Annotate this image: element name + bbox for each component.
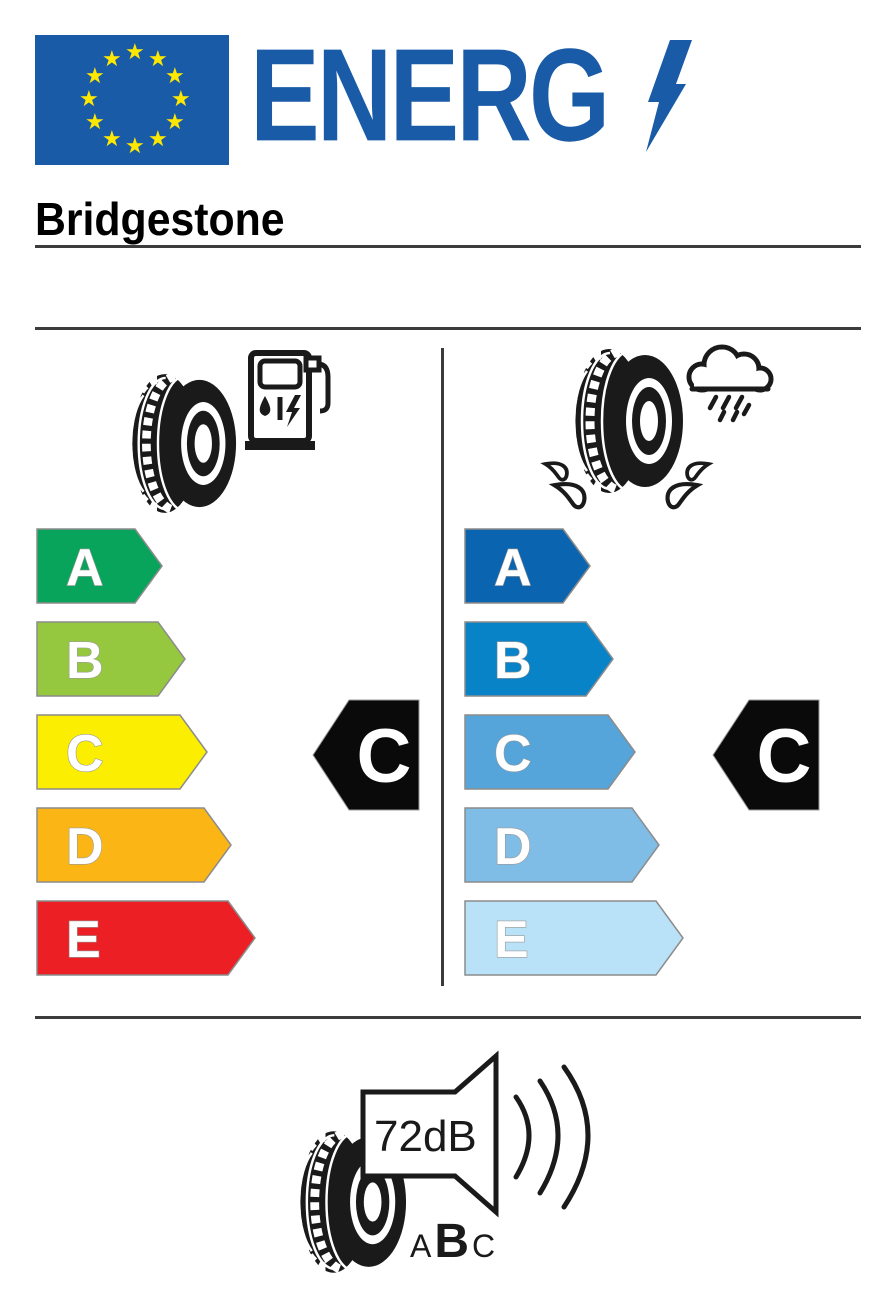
eu-star-icon: ★ <box>85 63 105 88</box>
eu-star-icon: ★ <box>148 126 168 151</box>
rating-bar-b <box>465 622 613 696</box>
grade-letter: A <box>66 539 104 597</box>
fuel-rating-value: C <box>356 714 412 799</box>
lightning-bolt-icon <box>640 40 692 152</box>
column-divider <box>441 348 444 986</box>
eu-star-icon: ★ <box>165 63 185 88</box>
wet-grip-rating-indicator <box>711 698 821 812</box>
sound-waves-icon <box>516 1067 588 1207</box>
grade-letter: C <box>494 725 532 783</box>
eu-flag <box>35 35 229 165</box>
energ-logo-text: ENERG <box>250 21 608 170</box>
fuel-rating-scale <box>36 528 258 978</box>
energ-logo <box>250 21 692 170</box>
grade-letter: D <box>66 818 104 876</box>
eu-star-icon: ★ <box>102 46 122 71</box>
eu-star-icon: ★ <box>102 126 122 151</box>
rating-bar-b <box>37 622 185 696</box>
divider-line-middle <box>35 327 861 330</box>
noise-decibels: 72dB <box>374 1112 477 1161</box>
fuel-rating-indicator <box>311 698 421 812</box>
grade-letter: C <box>66 725 104 783</box>
divider-line-top <box>35 245 861 248</box>
divider-line-bottom <box>35 1016 861 1019</box>
rating-bar-c <box>465 715 635 789</box>
noise-class-scale <box>410 1215 496 1268</box>
grade-letter: E <box>66 911 101 969</box>
eu-star-icon: ★ <box>79 86 99 111</box>
rating-bar-c <box>37 715 207 789</box>
eu-star-icon: ★ <box>125 133 145 158</box>
noise-class-b-selected: B <box>434 1215 470 1268</box>
wet-grip-rating-scale <box>464 528 686 978</box>
tire-fuel-pump-icon <box>118 340 333 522</box>
grade-letter: D <box>494 818 532 876</box>
wet-grip-rating-value: C <box>756 714 812 799</box>
eu-star-icon: ★ <box>171 86 191 111</box>
eu-star-icon: ★ <box>165 109 185 134</box>
tire-rain-cloud-icon <box>528 335 793 520</box>
grade-letter: A <box>494 539 532 597</box>
grade-letter: B <box>494 632 532 690</box>
grade-letter: E <box>494 911 529 969</box>
brand-name: Bridgestone <box>35 193 285 245</box>
eu-star-icon: ★ <box>85 109 105 134</box>
eu-star-icon: ★ <box>125 39 145 64</box>
noise-class-a: A <box>410 1228 432 1264</box>
noise-class-c: C <box>472 1228 496 1264</box>
eu-star-icon: ★ <box>148 46 168 71</box>
grade-letter: B <box>66 632 104 690</box>
